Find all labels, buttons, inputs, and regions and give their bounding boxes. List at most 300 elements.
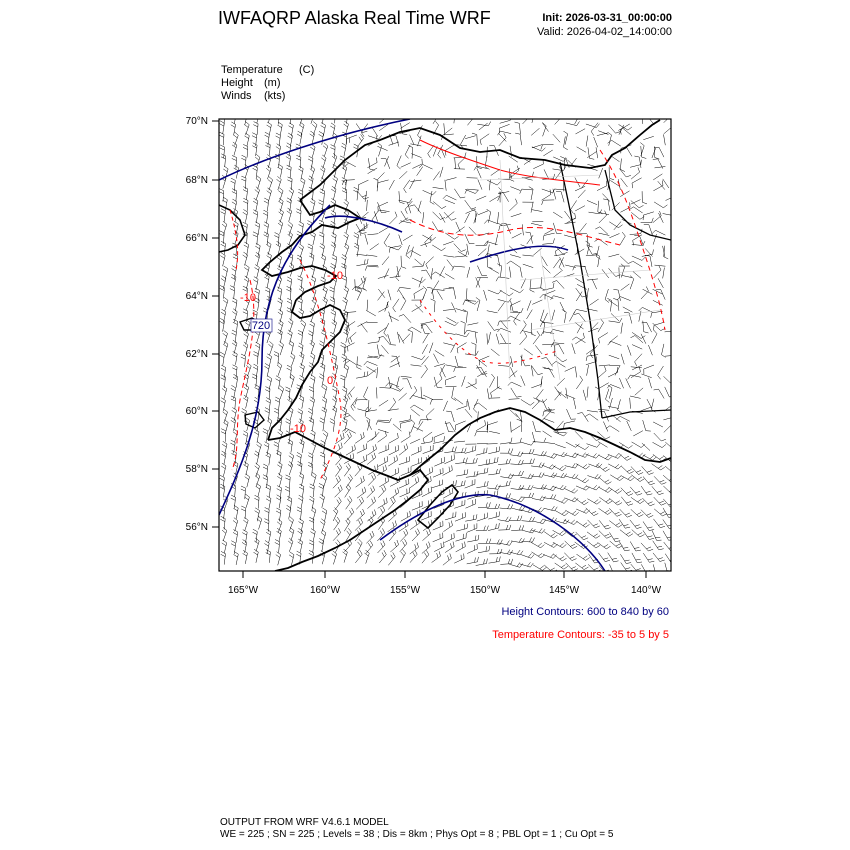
wind-barb [313,542,314,553]
wind-barb [498,302,505,311]
wind-barb [300,455,302,466]
wind-barb [454,189,460,198]
wind-barb-flag [393,308,396,312]
wind-barb-flag [480,140,481,145]
wind-barb-flag [277,476,281,479]
wind-barb-flag [495,485,497,489]
wind-barb-flag [615,489,619,492]
wind-barb-flag [643,116,648,118]
wind-barb-flag [372,455,374,460]
wind-barb-flag [564,147,568,150]
wind-barb-flag [339,444,340,449]
wind-barb-flag [263,429,268,431]
wind-barb [258,224,260,235]
wind-barb [378,429,389,432]
wind-barb [301,476,304,487]
wind-barb-flag [342,191,347,193]
wind-barb [368,478,376,486]
wind-barb [560,257,565,267]
wind-barb-flag [466,458,467,463]
wind-barb-flag [544,438,546,443]
wind-barb-flag [606,399,610,402]
wind-barb [414,405,424,411]
wind-barb-flag [256,463,260,466]
wind-barb-flag [254,122,259,124]
wind-barb-flag [278,266,282,269]
wind-barb [642,443,650,451]
wind-barb [559,345,564,355]
wind-barb [623,128,632,135]
wind-barb [467,244,469,255]
wind-barb-flag [360,219,362,224]
wind-barb-flag [542,200,544,205]
wind-barb [347,359,356,365]
wind-barb [333,224,335,235]
wind-barb-flag [626,175,631,177]
wind-barb [324,332,326,343]
yukon-border [605,170,671,240]
wind-barb-flag [583,556,587,559]
wind-barb-flag [395,521,396,526]
wind-barb-flag [221,429,226,431]
wind-barb [367,490,375,498]
wind-barb-flag [224,409,228,412]
wind-barb [654,497,662,505]
wind-barb-flag [631,478,635,481]
wind-barb-flag [629,534,633,537]
wind-barb-flag [571,520,575,523]
wind-barb-flag [541,451,543,455]
wind-barb-flag [232,156,237,158]
wind-barb-flag [522,525,524,530]
wind-barb-flag [497,457,498,462]
wind-barb [433,202,441,209]
wind-barb-flag [288,439,292,442]
wind-barb-flag [344,246,348,249]
wind-barb-flag [374,510,376,515]
wind-barb-flag [321,126,325,129]
wind-barb-flag [640,501,644,504]
wind-barb-flag [654,389,659,390]
wind-barb [512,233,522,238]
wind-barb-flag [309,553,313,555]
wind-barb [553,329,564,332]
wind-barb-flag [521,498,524,502]
wind-barb-flag [321,166,325,169]
wind-barb-flag [415,544,416,549]
wind-barb-flag [232,269,236,272]
wind-barb [588,328,598,332]
wind-barb-flag [245,265,249,268]
wind-barb-flag [265,290,270,292]
wind-barb [412,533,420,541]
wind-barb [598,323,604,333]
wind-barb [520,477,531,478]
wind-barb-flag [395,446,396,451]
wind-barb-flag [321,158,325,161]
wind-barb-flag [287,505,291,508]
wind-barb-flag [625,560,630,561]
wind-barb [609,487,618,493]
wind-barb [422,533,430,540]
wind-barb [478,411,479,422]
wind-barb-flag [366,455,367,460]
wind-barb [495,234,497,245]
wind-barb-flag [496,524,497,529]
wind-barb [367,436,376,442]
wind-barb [256,552,258,563]
wind-barb-flag [241,179,246,181]
wind-barb-flag [287,111,292,113]
wind-barb-flag [531,485,533,489]
wind-barb-flag [245,477,249,480]
wind-barb-flag [223,423,227,426]
wind-barb [443,401,447,411]
wind-barb-flag [411,420,415,423]
wind-barb-flag [311,340,315,343]
wind-barb [553,259,559,268]
wind-barb-flag [562,468,566,471]
wind-barb [400,534,408,542]
wind-barb-flag [255,157,259,160]
wind-barb [555,432,566,433]
wind-barb-flag [330,345,334,348]
wind-barb-flag [572,474,575,478]
wind-barb [511,475,522,476]
wind-barb-flag [517,550,520,554]
wind-barb [639,311,641,322]
wind-barb-flag [311,110,315,113]
wind-barb [433,538,443,542]
wind-barb-flag [406,255,410,258]
wind-barb [665,442,673,449]
wind-barb [355,554,362,563]
wind-barb-flag [361,434,362,439]
wind-barb [566,442,576,447]
wind-barb [368,266,379,267]
wind-barb-flag [220,234,225,236]
wind-barb [347,135,357,139]
wind-barb-flag [265,146,270,148]
wind-barb-flag [309,176,313,179]
wind-barb [279,542,280,553]
wind-barb [445,365,456,367]
wind-barb-flag [231,440,235,443]
wind-barb-flag [379,336,384,338]
wind-barb-flag [499,523,500,528]
wind-barb [421,516,431,520]
wind-barb-flag [497,182,501,186]
wind-barb-flag [642,202,647,204]
wind-barb [268,169,272,179]
field-name: Winds [221,90,252,102]
wind-barb [399,461,410,464]
wind-barb [465,323,466,334]
wind-barb-flag [278,122,282,125]
wind-barb [663,531,669,541]
wind-barb [500,334,506,344]
wind-barb-flag [285,486,290,488]
wind-barb-flag [466,333,469,337]
wind-barb [401,163,411,168]
wind-barb [390,493,399,499]
wind-barb [533,442,544,443]
wind-barb [345,488,351,497]
wind-barb-flag [606,528,611,529]
wind-barb [467,528,477,532]
wind-barb-flag [312,472,316,475]
wind-barb-flag [348,395,351,399]
field-name: Temperature [221,64,283,76]
wind-barb-flag [311,234,315,237]
wind-barb-flag [320,341,324,344]
wind-barb [509,443,520,444]
wind-barb-flag [606,572,611,574]
wind-barb-flag [252,313,257,315]
wind-barb [313,234,316,245]
wind-barb-flag [341,345,345,347]
wind-barb [367,420,372,430]
wind-barb-flag [400,202,405,203]
wind-barb-flag [471,208,476,209]
wind-barb-flag [220,132,225,134]
wind-barb-flag [342,428,346,431]
wind-barb [372,211,378,220]
wind-barb-flag [311,353,315,356]
wind-barb-flag [638,499,642,502]
wind-barb-flag [377,464,378,469]
wind-barb-flag [346,466,349,470]
wind-barb-flag [348,477,351,481]
wind-barb-flag [243,289,248,291]
wind-barb-flag [532,493,534,498]
wind-barb-flag [235,132,239,135]
wind-barb-flag [267,529,271,532]
wind-barb [618,300,619,311]
wind-barb [247,147,248,158]
wind-barb-flag [309,453,313,455]
wind-barb [564,312,566,323]
wind-barb-flag [593,524,598,526]
wind-barb-flag [476,298,480,301]
wind-barb [608,125,615,133]
wind-barb [370,244,379,250]
wind-barb-flag [231,122,235,125]
wind-barb-flag [253,213,257,215]
wind-barb-flag [352,446,353,451]
wind-barb-flag [539,463,541,467]
wind-barb-flag [670,111,672,116]
wind-barb-flag [559,267,563,271]
wind-barb-flag [221,554,225,556]
wind-barb [487,334,488,345]
wind-barb-flag [628,504,633,506]
wind-barb-flag [530,290,535,292]
wind-barb [632,553,637,563]
wind-barb [423,432,432,439]
wind-barb [279,510,281,521]
wind-barb [632,442,642,448]
wind-barb-flag [290,374,294,377]
wind-barb [465,200,472,209]
wind-barb-flag [231,396,236,398]
wind-barb [234,288,235,299]
wind-barb-flag [476,514,477,519]
wind-barb-flag [298,169,302,172]
wind-barb [606,389,609,400]
wind-barb [467,549,477,554]
wind-barb-flag [309,331,313,333]
wind-barb-flag [221,516,226,518]
wind-barb-flag [335,519,338,523]
wind-barb [383,336,390,345]
wind-barb [465,451,476,454]
wind-barb-flag [244,462,248,465]
wind-barb [465,519,476,521]
wind-barb [553,212,562,218]
wind-barb-flag [451,543,452,548]
wind-barb [444,128,453,135]
wind-barb [334,213,336,224]
wind-barb-flag [415,550,417,554]
wind-barb [302,324,306,334]
wind-barb-flag [552,506,555,510]
wind-barb-flag [324,431,328,434]
wind-barb [443,493,453,498]
wind-barb-flag [300,112,304,115]
wind-barb [411,251,421,256]
wind-barb-flag [244,387,248,390]
wind-barb [279,497,281,508]
wind-barb-flag [244,465,248,468]
wind-barb-field [219,109,678,575]
wind-barb [434,462,444,466]
wind-barb-flag [241,486,246,488]
wind-barb-flag [322,410,326,413]
wind-barb-flag [342,257,346,260]
wind-barb-flag [543,411,544,416]
wind-barb [445,421,448,432]
wind-barb-flag [331,189,335,192]
wind-barb-flag [521,452,523,456]
wind-barb-flag [243,312,248,314]
wind-barb [647,399,652,409]
wind-barb-flag [277,257,281,260]
wind-barb-flag [397,166,401,170]
wind-barb-flag [597,257,601,260]
wind-barb [543,126,547,136]
wind-barb [377,367,378,378]
wind-barb-flag [599,464,602,468]
wind-barb-flag [221,279,225,282]
wind-barb [587,355,598,357]
wind-barb [378,436,387,442]
wind-barb-flag [614,561,619,562]
wind-barb-flag [348,463,351,467]
wind-barb-flag [255,288,259,290]
wind-barb [609,135,612,146]
lon-label: 145°W [548,585,580,596]
wind-barb-flag [220,478,224,480]
wind-barb [434,547,444,552]
wind-barb [430,191,432,202]
wind-barb-flag [668,573,673,574]
wind-barb [641,291,649,299]
wind-barb-flag [255,267,259,270]
wind-barb [520,134,522,145]
wind-barb-flag [321,440,325,442]
wind-barb-flag [626,502,631,504]
wind-barb-flag [584,509,588,513]
wind-barb [575,454,585,458]
wind-barb [378,461,388,466]
wind-barb-flag [650,456,654,459]
wind-barb [357,235,359,246]
wind-barb-flag [364,456,365,461]
wind-barb-flag [266,287,270,289]
wind-barb-flag [464,524,465,529]
wind-barb-flag [661,439,666,441]
wind-barb [661,290,666,300]
wind-barb [423,212,424,223]
wind-barb-flag [605,300,609,303]
wind-barb [410,439,420,444]
wind-barb [358,180,368,185]
wind-barb-flag [474,409,478,413]
wind-barb [641,407,651,411]
wind-barb-flag [638,477,642,480]
wind-barb-flag [352,508,354,512]
wind-barb [456,227,465,234]
wind-barb [258,345,260,356]
wind-barb-flag [299,166,303,169]
wind-barb-flag [359,137,362,141]
wind-barb [267,333,271,343]
wind-barb-flag [608,501,612,504]
wind-barb [571,200,577,209]
wind-barb [531,128,539,135]
wind-barb [257,354,258,365]
lat-label: 62°N [185,349,208,360]
wind-barb-flag [243,345,247,348]
wind-barb-flag [431,476,432,481]
wind-barb-flag [243,434,247,437]
wind-barb-flag [299,487,303,489]
wind-barb-flag [383,506,385,510]
wind-barb [587,411,598,413]
wind-barb [379,449,389,453]
wind-barb-flag [287,143,291,146]
wind-barb [377,172,385,180]
wind-barb-flag [220,487,224,490]
wind-barb [511,382,521,387]
wind-barb-flag [252,133,256,135]
wind-barb [630,279,634,289]
wind-barb-flag [427,287,432,288]
wind-barb-flag [628,375,631,379]
wind-barb [602,194,610,202]
wind-barb [587,541,596,548]
wind-barb [410,180,421,182]
wind-barb [390,481,400,486]
wind-barb [389,377,391,388]
wind-barb-flag [491,393,492,398]
wind-barb [500,266,501,277]
wind-barb [489,378,494,388]
wind-barb-flag [363,509,365,514]
wind-barb [344,377,345,388]
wind-barb-flag [308,159,312,162]
